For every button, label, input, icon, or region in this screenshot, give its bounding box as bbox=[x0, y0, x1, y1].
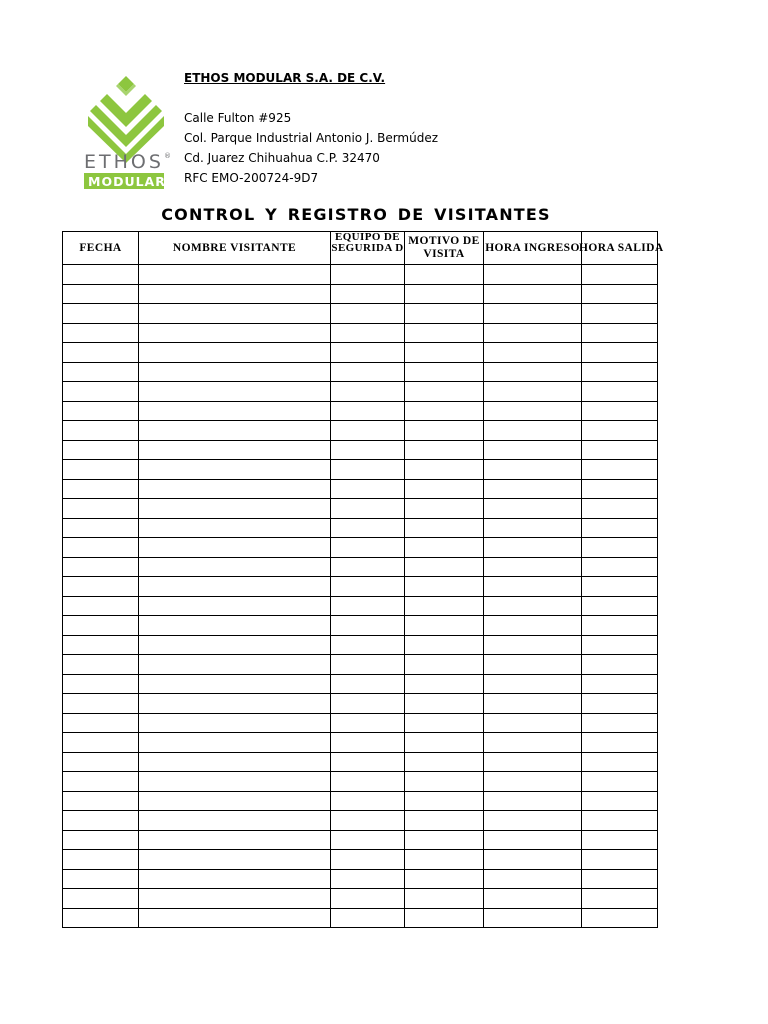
cell-fecha[interactable] bbox=[63, 382, 139, 402]
cell-fecha[interactable] bbox=[63, 908, 139, 928]
cell-hora-ingreso[interactable] bbox=[484, 382, 582, 402]
cell-motivo-visita[interactable] bbox=[405, 323, 484, 343]
cell-hora-salida[interactable] bbox=[582, 460, 658, 480]
cell-fecha[interactable] bbox=[63, 362, 139, 382]
cell-motivo-visita[interactable] bbox=[405, 284, 484, 304]
table-row bbox=[63, 850, 658, 870]
cell-motivo-visita[interactable] bbox=[405, 791, 484, 811]
cell-nombre-visitante[interactable] bbox=[139, 811, 331, 831]
table-row bbox=[63, 655, 658, 675]
column-header-equipo-seguridad: EQUIPO DE SEGURIDA D bbox=[331, 232, 405, 265]
cell-equipo-seguridad[interactable] bbox=[331, 733, 405, 753]
table-row bbox=[63, 596, 658, 616]
table-row bbox=[63, 304, 658, 324]
cell-hora-ingreso[interactable] bbox=[484, 811, 582, 831]
cell-hora-salida[interactable] bbox=[582, 596, 658, 616]
cell-fecha[interactable] bbox=[63, 596, 139, 616]
cell-nombre-visitante[interactable] bbox=[139, 850, 331, 870]
cell-nombre-visitante[interactable] bbox=[139, 752, 331, 772]
table-header-row bbox=[63, 232, 658, 265]
cell-motivo-visita[interactable] bbox=[405, 460, 484, 480]
cell-fecha[interactable] bbox=[63, 401, 139, 421]
cell-nombre-visitante[interactable] bbox=[139, 518, 331, 538]
cell-equipo-seguridad[interactable] bbox=[331, 635, 405, 655]
cell-motivo-visita[interactable] bbox=[405, 401, 484, 421]
cell-equipo-seguridad[interactable] bbox=[331, 694, 405, 714]
cell-nombre-visitante[interactable] bbox=[139, 577, 331, 597]
cell-hora-ingreso[interactable] bbox=[484, 362, 582, 382]
cell-hora-ingreso[interactable] bbox=[484, 616, 582, 636]
cell-motivo-visita[interactable] bbox=[405, 362, 484, 382]
cell-equipo-seguridad[interactable] bbox=[331, 265, 405, 285]
cell-equipo-seguridad[interactable] bbox=[331, 343, 405, 363]
cell-hora-ingreso[interactable] bbox=[484, 850, 582, 870]
cell-fecha[interactable] bbox=[63, 440, 139, 460]
cell-nombre-visitante[interactable] bbox=[139, 869, 331, 889]
table-row bbox=[63, 323, 658, 343]
cell-fecha[interactable] bbox=[63, 752, 139, 772]
address-colony: Col. Parque Industrial Antonio J. Bermúdez bbox=[184, 131, 439, 145]
cell-equipo-seguridad[interactable] bbox=[331, 460, 405, 480]
cell-nombre-visitante[interactable] bbox=[139, 304, 331, 324]
cell-nombre-visitante[interactable] bbox=[139, 401, 331, 421]
leaf-icon bbox=[88, 76, 164, 163]
cell-nombre-visitante[interactable] bbox=[139, 323, 331, 343]
cell-equipo-seguridad[interactable] bbox=[331, 538, 405, 558]
table-row bbox=[63, 830, 658, 850]
cell-hora-salida[interactable] bbox=[582, 557, 658, 577]
cell-hora-ingreso[interactable] bbox=[484, 421, 582, 441]
cell-nombre-visitante[interactable] bbox=[139, 635, 331, 655]
cell-motivo-visita[interactable] bbox=[405, 889, 484, 909]
cell-fecha[interactable] bbox=[63, 460, 139, 480]
cell-fecha[interactable] bbox=[63, 284, 139, 304]
cell-fecha[interactable] bbox=[63, 791, 139, 811]
table-row bbox=[63, 440, 658, 460]
cell-equipo-seguridad[interactable] bbox=[331, 577, 405, 597]
cell-hora-salida[interactable] bbox=[582, 499, 658, 519]
cell-hora-salida[interactable] bbox=[582, 538, 658, 558]
cell-fecha[interactable] bbox=[63, 830, 139, 850]
cell-nombre-visitante[interactable] bbox=[139, 499, 331, 519]
cell-motivo-visita[interactable] bbox=[405, 713, 484, 733]
cell-nombre-visitante[interactable] bbox=[139, 440, 331, 460]
company-rfc: RFC EMO-200724-9D7 bbox=[184, 171, 319, 185]
table-row bbox=[63, 479, 658, 499]
cell-nombre-visitante[interactable] bbox=[139, 908, 331, 928]
cell-nombre-visitante[interactable] bbox=[139, 830, 331, 850]
table-row bbox=[63, 674, 658, 694]
cell-fecha[interactable] bbox=[63, 616, 139, 636]
cell-equipo-seguridad[interactable] bbox=[331, 557, 405, 577]
cell-nombre-visitante[interactable] bbox=[139, 596, 331, 616]
table-row bbox=[63, 538, 658, 558]
cell-hora-ingreso[interactable] bbox=[484, 479, 582, 499]
cell-hora-salida[interactable] bbox=[582, 343, 658, 363]
cell-equipo-seguridad[interactable] bbox=[331, 772, 405, 792]
cell-hora-salida[interactable] bbox=[582, 850, 658, 870]
cell-motivo-visita[interactable] bbox=[405, 752, 484, 772]
cell-fecha[interactable] bbox=[63, 772, 139, 792]
cell-motivo-visita[interactable] bbox=[405, 694, 484, 714]
address-city: Cd. Juarez Chihuahua C.P. 32470 bbox=[184, 151, 380, 165]
cell-nombre-visitante[interactable] bbox=[139, 616, 331, 636]
cell-motivo-visita[interactable] bbox=[405, 557, 484, 577]
cell-fecha[interactable] bbox=[63, 635, 139, 655]
cell-hora-ingreso[interactable] bbox=[484, 577, 582, 597]
cell-motivo-visita[interactable] bbox=[405, 382, 484, 402]
cell-equipo-seguridad[interactable] bbox=[331, 616, 405, 636]
address-street: Calle Fulton #925 bbox=[184, 111, 292, 125]
cell-hora-salida[interactable] bbox=[582, 713, 658, 733]
cell-hora-salida[interactable] bbox=[582, 694, 658, 714]
cell-hora-ingreso[interactable] bbox=[484, 596, 582, 616]
cell-fecha[interactable] bbox=[63, 577, 139, 597]
cell-equipo-seguridad[interactable] bbox=[331, 440, 405, 460]
cell-equipo-seguridad[interactable] bbox=[331, 752, 405, 772]
cell-nombre-visitante[interactable] bbox=[139, 733, 331, 753]
cell-hora-ingreso[interactable] bbox=[484, 557, 582, 577]
cell-equipo-seguridad[interactable] bbox=[331, 323, 405, 343]
cell-hora-ingreso[interactable] bbox=[484, 908, 582, 928]
table-row bbox=[63, 908, 658, 928]
table-row bbox=[63, 265, 658, 285]
cell-hora-salida[interactable] bbox=[582, 791, 658, 811]
cell-fecha[interactable] bbox=[63, 499, 139, 519]
logo-registered-mark: ® bbox=[164, 152, 171, 160]
cell-hora-ingreso[interactable] bbox=[484, 791, 582, 811]
cell-motivo-visita[interactable] bbox=[405, 830, 484, 850]
cell-nombre-visitante[interactable] bbox=[139, 655, 331, 675]
cell-hora-salida[interactable] bbox=[582, 908, 658, 928]
table-row bbox=[63, 713, 658, 733]
cell-hora-ingreso[interactable] bbox=[484, 713, 582, 733]
cell-nombre-visitante[interactable] bbox=[139, 362, 331, 382]
cell-hora-ingreso[interactable] bbox=[484, 518, 582, 538]
table-row bbox=[63, 557, 658, 577]
cell-nombre-visitante[interactable] bbox=[139, 538, 331, 558]
cell-motivo-visita[interactable] bbox=[405, 772, 484, 792]
column-header-hora-salida: HORA SALIDA bbox=[582, 232, 658, 265]
cell-nombre-visitante[interactable] bbox=[139, 889, 331, 909]
cell-nombre-visitante[interactable] bbox=[139, 791, 331, 811]
cell-hora-ingreso[interactable] bbox=[484, 538, 582, 558]
cell-hora-salida[interactable] bbox=[582, 616, 658, 636]
cell-motivo-visita[interactable] bbox=[405, 479, 484, 499]
table-row bbox=[63, 616, 658, 636]
table-row bbox=[63, 284, 658, 304]
cell-hora-salida[interactable] bbox=[582, 635, 658, 655]
cell-equipo-seguridad[interactable] bbox=[331, 421, 405, 441]
cell-nombre-visitante[interactable] bbox=[139, 284, 331, 304]
cell-fecha[interactable] bbox=[63, 674, 139, 694]
company-name: ETHOS MODULAR S.A. DE C.V. bbox=[184, 71, 386, 85]
column-header-motivo-visita: MOTIVO DE VISITA bbox=[405, 232, 484, 265]
cell-hora-ingreso[interactable] bbox=[484, 655, 582, 675]
table-row bbox=[63, 772, 658, 792]
cell-motivo-visita[interactable] bbox=[405, 421, 484, 441]
table-row bbox=[63, 811, 658, 831]
cell-equipo-seguridad[interactable] bbox=[331, 499, 405, 519]
column-header-hora-ingreso: HORA INGRESO bbox=[484, 232, 582, 265]
table-row bbox=[63, 401, 658, 421]
cell-nombre-visitante[interactable] bbox=[139, 265, 331, 285]
table-row bbox=[63, 733, 658, 753]
cell-motivo-visita[interactable] bbox=[405, 869, 484, 889]
cell-hora-salida[interactable] bbox=[582, 323, 658, 343]
cell-nombre-visitante[interactable] bbox=[139, 694, 331, 714]
cell-fecha[interactable] bbox=[63, 869, 139, 889]
cell-motivo-visita[interactable] bbox=[405, 577, 484, 597]
cell-hora-salida[interactable] bbox=[582, 752, 658, 772]
logo-text-ethos: ETHOS bbox=[84, 151, 164, 173]
cell-hora-salida[interactable] bbox=[582, 674, 658, 694]
cell-hora-ingreso[interactable] bbox=[484, 733, 582, 753]
cell-nombre-visitante[interactable] bbox=[139, 421, 331, 441]
cell-equipo-seguridad[interactable] bbox=[331, 674, 405, 694]
table-row bbox=[63, 343, 658, 363]
cell-hora-salida[interactable] bbox=[582, 733, 658, 753]
cell-motivo-visita[interactable] bbox=[405, 655, 484, 675]
cell-equipo-seguridad[interactable] bbox=[331, 362, 405, 382]
cell-equipo-seguridad[interactable] bbox=[331, 850, 405, 870]
cell-hora-salida[interactable] bbox=[582, 889, 658, 909]
cell-hora-ingreso[interactable] bbox=[484, 694, 582, 714]
cell-nombre-visitante[interactable] bbox=[139, 343, 331, 363]
cell-hora-salida[interactable] bbox=[582, 577, 658, 597]
cell-nombre-visitante[interactable] bbox=[139, 382, 331, 402]
table-row bbox=[63, 635, 658, 655]
cell-motivo-visita[interactable] bbox=[405, 518, 484, 538]
ethos-modular-logo bbox=[80, 74, 172, 192]
cell-equipo-seguridad[interactable] bbox=[331, 713, 405, 733]
company-info bbox=[184, 68, 438, 188]
cell-fecha[interactable] bbox=[63, 811, 139, 831]
cell-hora-ingreso[interactable] bbox=[484, 889, 582, 909]
cell-hora-ingreso[interactable] bbox=[484, 284, 582, 304]
table-row bbox=[63, 382, 658, 402]
cell-hora-ingreso[interactable] bbox=[484, 499, 582, 519]
cell-equipo-seguridad[interactable] bbox=[331, 830, 405, 850]
cell-equipo-seguridad[interactable] bbox=[331, 811, 405, 831]
cell-hora-salida[interactable] bbox=[582, 304, 658, 324]
table-row bbox=[63, 869, 658, 889]
cell-hora-ingreso[interactable] bbox=[484, 772, 582, 792]
cell-motivo-visita[interactable] bbox=[405, 850, 484, 870]
cell-motivo-visita[interactable] bbox=[405, 499, 484, 519]
cell-hora-salida[interactable] bbox=[582, 382, 658, 402]
cell-motivo-visita[interactable] bbox=[405, 343, 484, 363]
cell-motivo-visita[interactable] bbox=[405, 811, 484, 831]
cell-motivo-visita[interactable] bbox=[405, 908, 484, 928]
cell-equipo-seguridad[interactable] bbox=[331, 791, 405, 811]
cell-hora-salida[interactable] bbox=[582, 811, 658, 831]
cell-equipo-seguridad[interactable] bbox=[331, 908, 405, 928]
cell-equipo-seguridad[interactable] bbox=[331, 284, 405, 304]
cell-fecha[interactable] bbox=[63, 557, 139, 577]
cell-motivo-visita[interactable] bbox=[405, 674, 484, 694]
cell-hora-salida[interactable] bbox=[582, 362, 658, 382]
cell-nombre-visitante[interactable] bbox=[139, 460, 331, 480]
cell-hora-ingreso[interactable] bbox=[484, 460, 582, 480]
cell-motivo-visita[interactable] bbox=[405, 538, 484, 558]
table-row bbox=[63, 499, 658, 519]
cell-motivo-visita[interactable] bbox=[405, 304, 484, 324]
cell-motivo-visita[interactable] bbox=[405, 440, 484, 460]
cell-hora-salida[interactable] bbox=[582, 401, 658, 421]
cell-equipo-seguridad[interactable] bbox=[331, 889, 405, 909]
cell-fecha[interactable] bbox=[63, 343, 139, 363]
cell-nombre-visitante[interactable] bbox=[139, 479, 331, 499]
cell-fecha[interactable] bbox=[63, 733, 139, 753]
cell-fecha[interactable] bbox=[63, 479, 139, 499]
cell-nombre-visitante[interactable] bbox=[139, 713, 331, 733]
table-row bbox=[63, 791, 658, 811]
table-row bbox=[63, 518, 658, 538]
cell-motivo-visita[interactable] bbox=[405, 596, 484, 616]
column-header-nombre-visitante: NOMBRE VISITANTE bbox=[139, 232, 331, 265]
cell-equipo-seguridad[interactable] bbox=[331, 382, 405, 402]
cell-hora-salida[interactable] bbox=[582, 265, 658, 285]
cell-equipo-seguridad[interactable] bbox=[331, 518, 405, 538]
cell-equipo-seguridad[interactable] bbox=[331, 479, 405, 499]
cell-hora-salida[interactable] bbox=[582, 772, 658, 792]
cell-fecha[interactable] bbox=[63, 323, 139, 343]
cell-fecha[interactable] bbox=[63, 518, 139, 538]
cell-motivo-visita[interactable] bbox=[405, 733, 484, 753]
cell-hora-ingreso[interactable] bbox=[484, 323, 582, 343]
cell-hora-salida[interactable] bbox=[582, 284, 658, 304]
cell-hora-salida[interactable] bbox=[582, 440, 658, 460]
cell-motivo-visita[interactable] bbox=[405, 616, 484, 636]
cell-fecha[interactable] bbox=[63, 265, 139, 285]
cell-nombre-visitante[interactable] bbox=[139, 674, 331, 694]
table-row bbox=[63, 421, 658, 441]
cell-fecha[interactable] bbox=[63, 538, 139, 558]
cell-hora-ingreso[interactable] bbox=[484, 265, 582, 285]
table-body bbox=[63, 265, 658, 928]
cell-hora-ingreso[interactable] bbox=[484, 440, 582, 460]
table-row bbox=[63, 460, 658, 480]
cell-equipo-seguridad[interactable] bbox=[331, 304, 405, 324]
cell-hora-ingreso[interactable] bbox=[484, 869, 582, 889]
cell-hora-ingreso[interactable] bbox=[484, 401, 582, 421]
table-row bbox=[63, 889, 658, 909]
cell-hora-ingreso[interactable] bbox=[484, 343, 582, 363]
cell-hora-ingreso[interactable] bbox=[484, 304, 582, 324]
cell-hora-salida[interactable] bbox=[582, 518, 658, 538]
logo-text-modular: MODULAR bbox=[88, 174, 166, 189]
cell-hora-salida[interactable] bbox=[582, 655, 658, 675]
visitor-log-table bbox=[62, 231, 664, 928]
cell-hora-ingreso[interactable] bbox=[484, 674, 582, 694]
cell-nombre-visitante[interactable] bbox=[139, 772, 331, 792]
cell-hora-ingreso[interactable] bbox=[484, 752, 582, 772]
cell-hora-salida[interactable] bbox=[582, 479, 658, 499]
cell-hora-ingreso[interactable] bbox=[484, 830, 582, 850]
cell-motivo-visita[interactable] bbox=[405, 265, 484, 285]
cell-equipo-seguridad[interactable] bbox=[331, 869, 405, 889]
table-row bbox=[63, 694, 658, 714]
table-row bbox=[63, 752, 658, 772]
cell-hora-salida[interactable] bbox=[582, 421, 658, 441]
form-title: CONTROL Y REGISTRO DE VISITANTES bbox=[161, 205, 551, 224]
table-row bbox=[63, 362, 658, 382]
column-header-fecha: FECHA bbox=[63, 232, 139, 265]
cell-equipo-seguridad[interactable] bbox=[331, 655, 405, 675]
cell-fecha[interactable] bbox=[63, 421, 139, 441]
cell-fecha[interactable] bbox=[63, 694, 139, 714]
cell-fecha[interactable] bbox=[63, 713, 139, 733]
cell-motivo-visita[interactable] bbox=[405, 635, 484, 655]
cell-equipo-seguridad[interactable] bbox=[331, 596, 405, 616]
cell-equipo-seguridad[interactable] bbox=[331, 401, 405, 421]
cell-hora-salida[interactable] bbox=[582, 830, 658, 850]
cell-fecha[interactable] bbox=[63, 850, 139, 870]
cell-nombre-visitante[interactable] bbox=[139, 557, 331, 577]
table-row bbox=[63, 577, 658, 597]
cell-hora-ingreso[interactable] bbox=[484, 635, 582, 655]
cell-hora-salida[interactable] bbox=[582, 869, 658, 889]
cell-fecha[interactable] bbox=[63, 655, 139, 675]
cell-fecha[interactable] bbox=[63, 889, 139, 909]
cell-fecha[interactable] bbox=[63, 304, 139, 324]
